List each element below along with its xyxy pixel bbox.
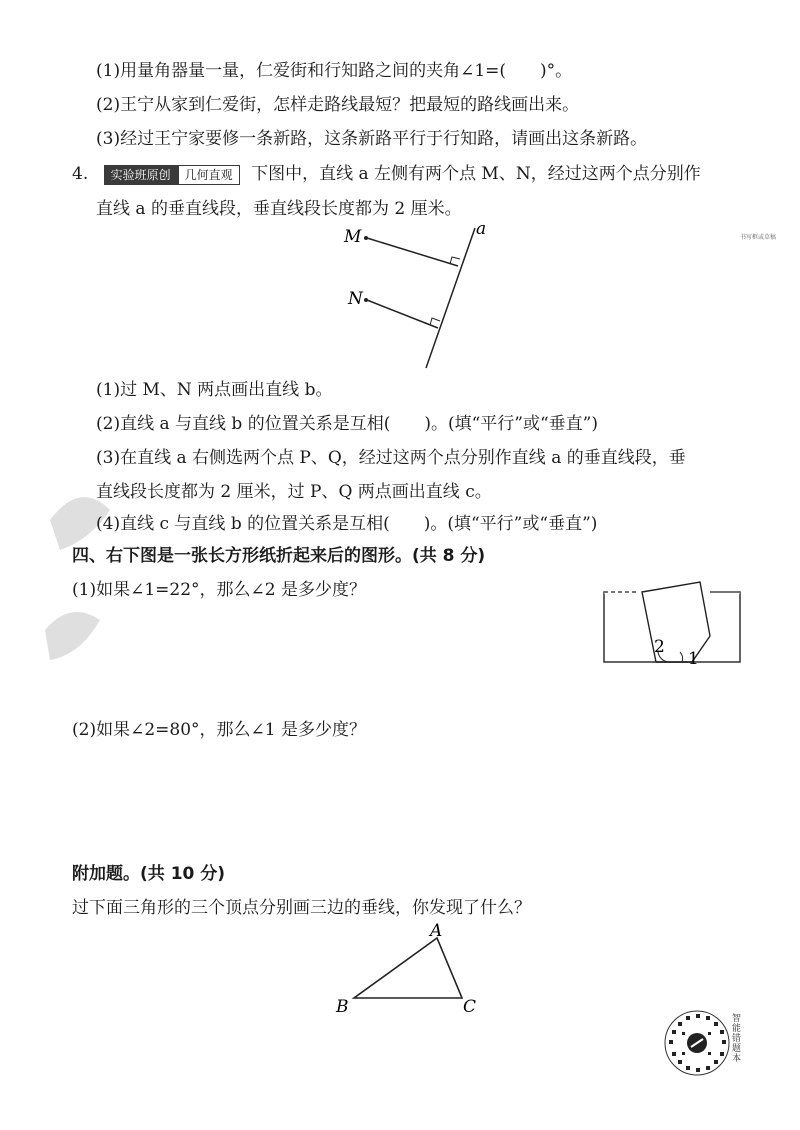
label-vertex-a: A xyxy=(430,921,443,941)
q4-number: 4. xyxy=(72,164,89,184)
label-angle-1: 1 xyxy=(688,649,699,668)
triangle-figure xyxy=(330,920,490,1020)
label-vertex-c: C xyxy=(463,997,477,1017)
qr-label: 智能错题本 xyxy=(732,1014,742,1064)
section4-heading: 四、右下图是一张长方形纸折起来后的图形。(共 8 分) xyxy=(72,546,486,566)
label-vertex-b: B xyxy=(336,997,349,1017)
label-n: N xyxy=(348,289,363,309)
q3-sub2: (2)王宁从家到仁爱街，怎样走路线最短？把最短的路线画出来。 xyxy=(96,95,580,115)
q4-sub3-line2: 直线段长度都为 2 厘米，过 P、Q 两点画出直线 c。 xyxy=(96,482,492,502)
perp-segment-n xyxy=(367,300,438,328)
qr-code-icon[interactable] xyxy=(664,1010,730,1076)
line-a xyxy=(426,228,475,368)
q4-sub4: (4)直线 c 与直线 b 的位置关系是互相( )。(填“平行”或“垂直”) xyxy=(96,514,598,534)
folded-flap xyxy=(642,582,710,662)
q4-figure xyxy=(330,218,510,378)
right-angle-mark-n xyxy=(430,318,440,325)
section4-sub1: (1)如果∠1=22°，那么∠2 是多少度？ xyxy=(72,580,366,600)
folded-paper-figure xyxy=(598,578,748,668)
point-n xyxy=(364,298,368,302)
q4-tag-original: 实验班原创 xyxy=(104,165,178,185)
label-m: M xyxy=(344,227,362,247)
label-angle-2: 2 xyxy=(654,637,665,657)
q4-header xyxy=(72,161,701,187)
q4-sub1: (1)过 M、N 两点画出直线 b。 xyxy=(96,380,333,400)
q4-intro-line2: 直线 a 的垂直线段，垂直线段长度都为 2 厘米。 xyxy=(96,199,462,219)
q4-intro-line1: 下图中，直线 a 左侧有两个点 M、N，经过这两个点分别作 xyxy=(251,164,701,184)
point-m xyxy=(364,236,368,240)
bonus-question: 过下面三角形的三个顶点分别画三边的垂线，你发现了什么？ xyxy=(72,898,531,918)
side-note: 书写框或草稿 xyxy=(740,234,777,241)
bonus-heading: 附加题。(共 10 分) xyxy=(72,864,226,884)
section4-sub2: (2)如果∠2=80°，那么∠1 是多少度？ xyxy=(72,720,366,740)
q3-sub1: (1)用量角器量一量，仁爱街和行知路之间的夹角∠1=( )°。 xyxy=(96,61,573,81)
triangle-abc xyxy=(354,938,462,998)
label-a: a xyxy=(476,219,487,239)
perp-segment-m xyxy=(367,238,458,266)
q3-sub3: (3)经过王宁家要修一条新路，这条新路平行于行知路，请画出这条新路。 xyxy=(96,129,648,149)
q4-sub2: (2)直线 a 与直线 b 的位置关系是互相( )。(填“平行”或“垂直”) xyxy=(96,414,599,434)
q4-sub3-line1: (3)在直线 a 右侧选两个点 P、Q，经过这两个点分别作直线 a 的垂直线段，垂 xyxy=(96,448,686,468)
right-angle-mark-m xyxy=(450,257,460,264)
q4-tag-geometry: 几何直观 xyxy=(178,165,240,185)
